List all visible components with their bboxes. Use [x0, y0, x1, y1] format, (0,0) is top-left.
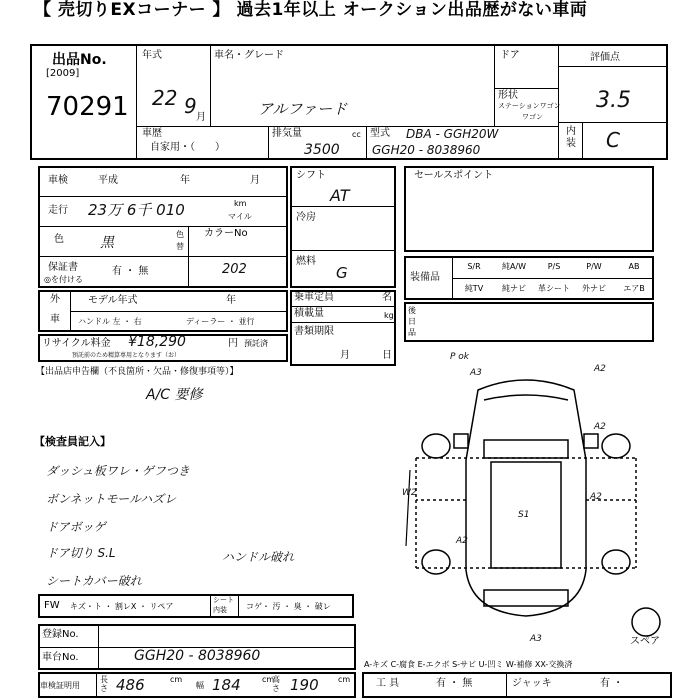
warranty-sub: ◎を付ける: [44, 275, 83, 284]
diagram-mark-a3-bottom: A3: [530, 634, 542, 644]
interior-value: C: [606, 128, 620, 152]
ac-label: 冷房: [296, 212, 316, 223]
spare-label: スペア: [630, 636, 660, 647]
inspector-note-5: シートカバー破れ: [46, 574, 142, 588]
equipment-item: AB: [628, 262, 640, 271]
inspector-note-1: ダッシュ板ワレ・ゲフつき: [46, 464, 190, 478]
color-no-value: 202: [222, 262, 247, 277]
page-title: 【 売切りEXコーナー 】 過去1年以上 オークション出品歴がない車両: [34, 0, 588, 20]
model-value-2: GGH20 - 8038960: [372, 143, 481, 157]
capacity-label: 乗車定員: [294, 292, 334, 303]
inspection-year: 年: [180, 175, 190, 186]
fuel-value: G: [336, 264, 348, 282]
inspector-label: 【検査員記入】: [34, 435, 111, 448]
model-year-unit: 年: [226, 295, 236, 306]
mileage-unit-km: km: [234, 199, 247, 208]
month-label: 月: [196, 112, 206, 123]
diagram-mark-a2-mid: A2: [590, 492, 602, 502]
seat-label-2: 内装: [213, 606, 227, 614]
displacement-label: 排気量: [272, 128, 302, 139]
mileage-label: 走行: [48, 205, 68, 216]
tool-label: 工 具: [376, 678, 400, 689]
size-unit-2: cm: [262, 675, 275, 684]
rear-label-2: 日: [408, 317, 416, 326]
fw-options: キズ・ト ・ 割レX ・ リペア: [70, 602, 174, 611]
chassis-label: 車台No.: [42, 652, 79, 663]
usage-value: 自家用・（ ）: [150, 142, 225, 153]
shape-value-1: ステーションワゴン: [498, 102, 561, 110]
inspector-note-2: ボンネットモールハズレ: [46, 492, 177, 506]
rear-label-1: 後: [408, 306, 416, 315]
score-value: 3.5: [596, 88, 631, 113]
seller-declaration-value: A/C 要修: [146, 387, 203, 403]
height-label: 高さ: [272, 675, 280, 693]
tool-value: 有 ・ 無: [436, 678, 473, 689]
size-unit-3: cm: [338, 675, 351, 684]
height-value: 190: [290, 676, 319, 694]
jack-label: ジャッキ: [512, 678, 552, 689]
color-label: 色: [54, 234, 64, 245]
equipment-item: エアB: [623, 284, 645, 293]
jack-value: 有 ・: [600, 678, 624, 689]
rear-block: [404, 302, 654, 342]
diagram-mark-w2: W2: [402, 488, 417, 498]
month-value: 9: [184, 94, 197, 118]
inspector-note-3: ドアボッゲ: [46, 520, 106, 534]
year-label: 年式: [142, 50, 162, 61]
rear-label-3: 品: [408, 328, 416, 337]
displacement-unit: cc: [352, 130, 361, 139]
inspection-label: 車検: [48, 175, 68, 186]
door-label: ドア: [500, 50, 520, 61]
lot-label: 出品No.: [52, 52, 107, 68]
lot-number: 70291: [46, 92, 129, 122]
chassis-value: GGH20 - 8038960: [134, 648, 261, 664]
equipment-item: 純TV: [464, 284, 484, 293]
foreign-outer-1: 外: [50, 294, 60, 305]
mileage-value: 23万 6千 010: [88, 201, 185, 219]
registration-label: 登録No.: [42, 629, 79, 640]
mileage-unit-mile: マイル: [228, 212, 252, 221]
size-unit-1: cm: [170, 675, 183, 684]
diagram-mark-a2-top: A2: [594, 364, 606, 374]
equipment-item: P/S: [547, 262, 561, 271]
model-value: DBA - GGH20W: [406, 127, 499, 141]
warranty-value: 有 ・ 無: [112, 266, 149, 277]
size-label: 車検証明用: [40, 681, 80, 690]
fw-label: FW: [44, 600, 60, 611]
equipment-item: 純A/W: [501, 262, 527, 271]
diagram-mark-a2-right: A2: [594, 422, 606, 432]
diagram-mark-p: P ok: [450, 352, 470, 362]
lot-year: [2009]: [46, 68, 80, 79]
shift-value: AT: [330, 186, 350, 205]
name-value: アルファード: [258, 100, 348, 118]
width-value: 184: [212, 676, 241, 694]
load-unit: kg: [384, 311, 394, 320]
equipment-item: 革シート: [538, 284, 570, 293]
recycle-check: 預託済: [244, 339, 268, 348]
score-label: 評価点: [590, 52, 620, 63]
diagram-mark-a3-top: A3: [470, 368, 482, 378]
inspector-side-note: ハンドル破れ: [222, 550, 295, 564]
recycle-label: リサイクル料金: [42, 338, 111, 349]
damage-legend: A-キズ C-腐食 E-エクボ S-サビ U-凹ミ W-補修 XX-交換済: [364, 660, 573, 669]
model-label: 型式: [370, 128, 390, 139]
color-side-2: 替: [176, 242, 184, 251]
inspection-month: 月: [250, 175, 260, 186]
car-diagram: [396, 350, 696, 650]
handle-label: ハンドル 左 ・ 右: [78, 317, 142, 326]
recycle-suffix: 円: [228, 338, 238, 349]
interior-label: 内装: [566, 126, 576, 149]
color-side-1: 色: [176, 230, 184, 239]
equipment-item: S/R: [467, 262, 481, 271]
equipment-item: P/W: [586, 262, 602, 271]
inspector-note-4: ドア切り S.L: [46, 546, 116, 560]
diagram-mark-s1: S1: [518, 510, 530, 520]
document-label: 書類期限: [294, 326, 334, 337]
foreign-outer-2: 車: [50, 314, 60, 325]
shift-label: シフト: [296, 170, 326, 181]
dealer-label: ディーラー ・ 並行: [186, 317, 255, 326]
document-month: 月: [340, 350, 350, 361]
capacity-unit: 名: [382, 292, 392, 303]
sales-point-label: セールスポイント: [414, 170, 494, 181]
color-no-label: カラーNo: [204, 228, 248, 239]
shape-value-2: ワゴン: [522, 113, 543, 121]
equipment-item: 純ナビ: [502, 284, 526, 293]
name-label: 車名・グレード: [214, 50, 284, 61]
recycle-note: 預託前のため精算専用となります（お）: [72, 352, 181, 359]
seat-label-1: シート: [213, 596, 234, 604]
diagram-mark-a2-low: A2: [456, 536, 468, 546]
load-label: 積載量: [294, 308, 324, 319]
inspection-era: 平成: [98, 175, 118, 186]
seat-options: コゲ・ 汚 ・ 臭 ・ 破レ: [246, 602, 331, 611]
equipment-label: 装備品: [410, 272, 440, 283]
year-value: 22: [152, 86, 178, 110]
color-value: 黒: [100, 235, 114, 251]
document-day: 日: [382, 350, 392, 361]
equipment-item: 外ナビ: [582, 284, 606, 293]
shape-label: 形状: [498, 90, 518, 101]
recycle-value: ¥18,290: [128, 334, 186, 350]
seller-declaration-label: 【出品店申告欄（不良箇所・欠品・修復事項等）】: [36, 367, 239, 377]
length-value: 486: [116, 676, 145, 694]
model-year-label: モデル年式: [88, 295, 138, 306]
length-label: 長さ: [100, 675, 108, 693]
usage-label: 車歴: [142, 128, 162, 139]
width-label: 幅: [196, 681, 204, 690]
fuel-label: 燃料: [296, 256, 316, 267]
displacement-value: 3500: [304, 142, 340, 158]
warranty-label: 保証書: [48, 262, 78, 273]
